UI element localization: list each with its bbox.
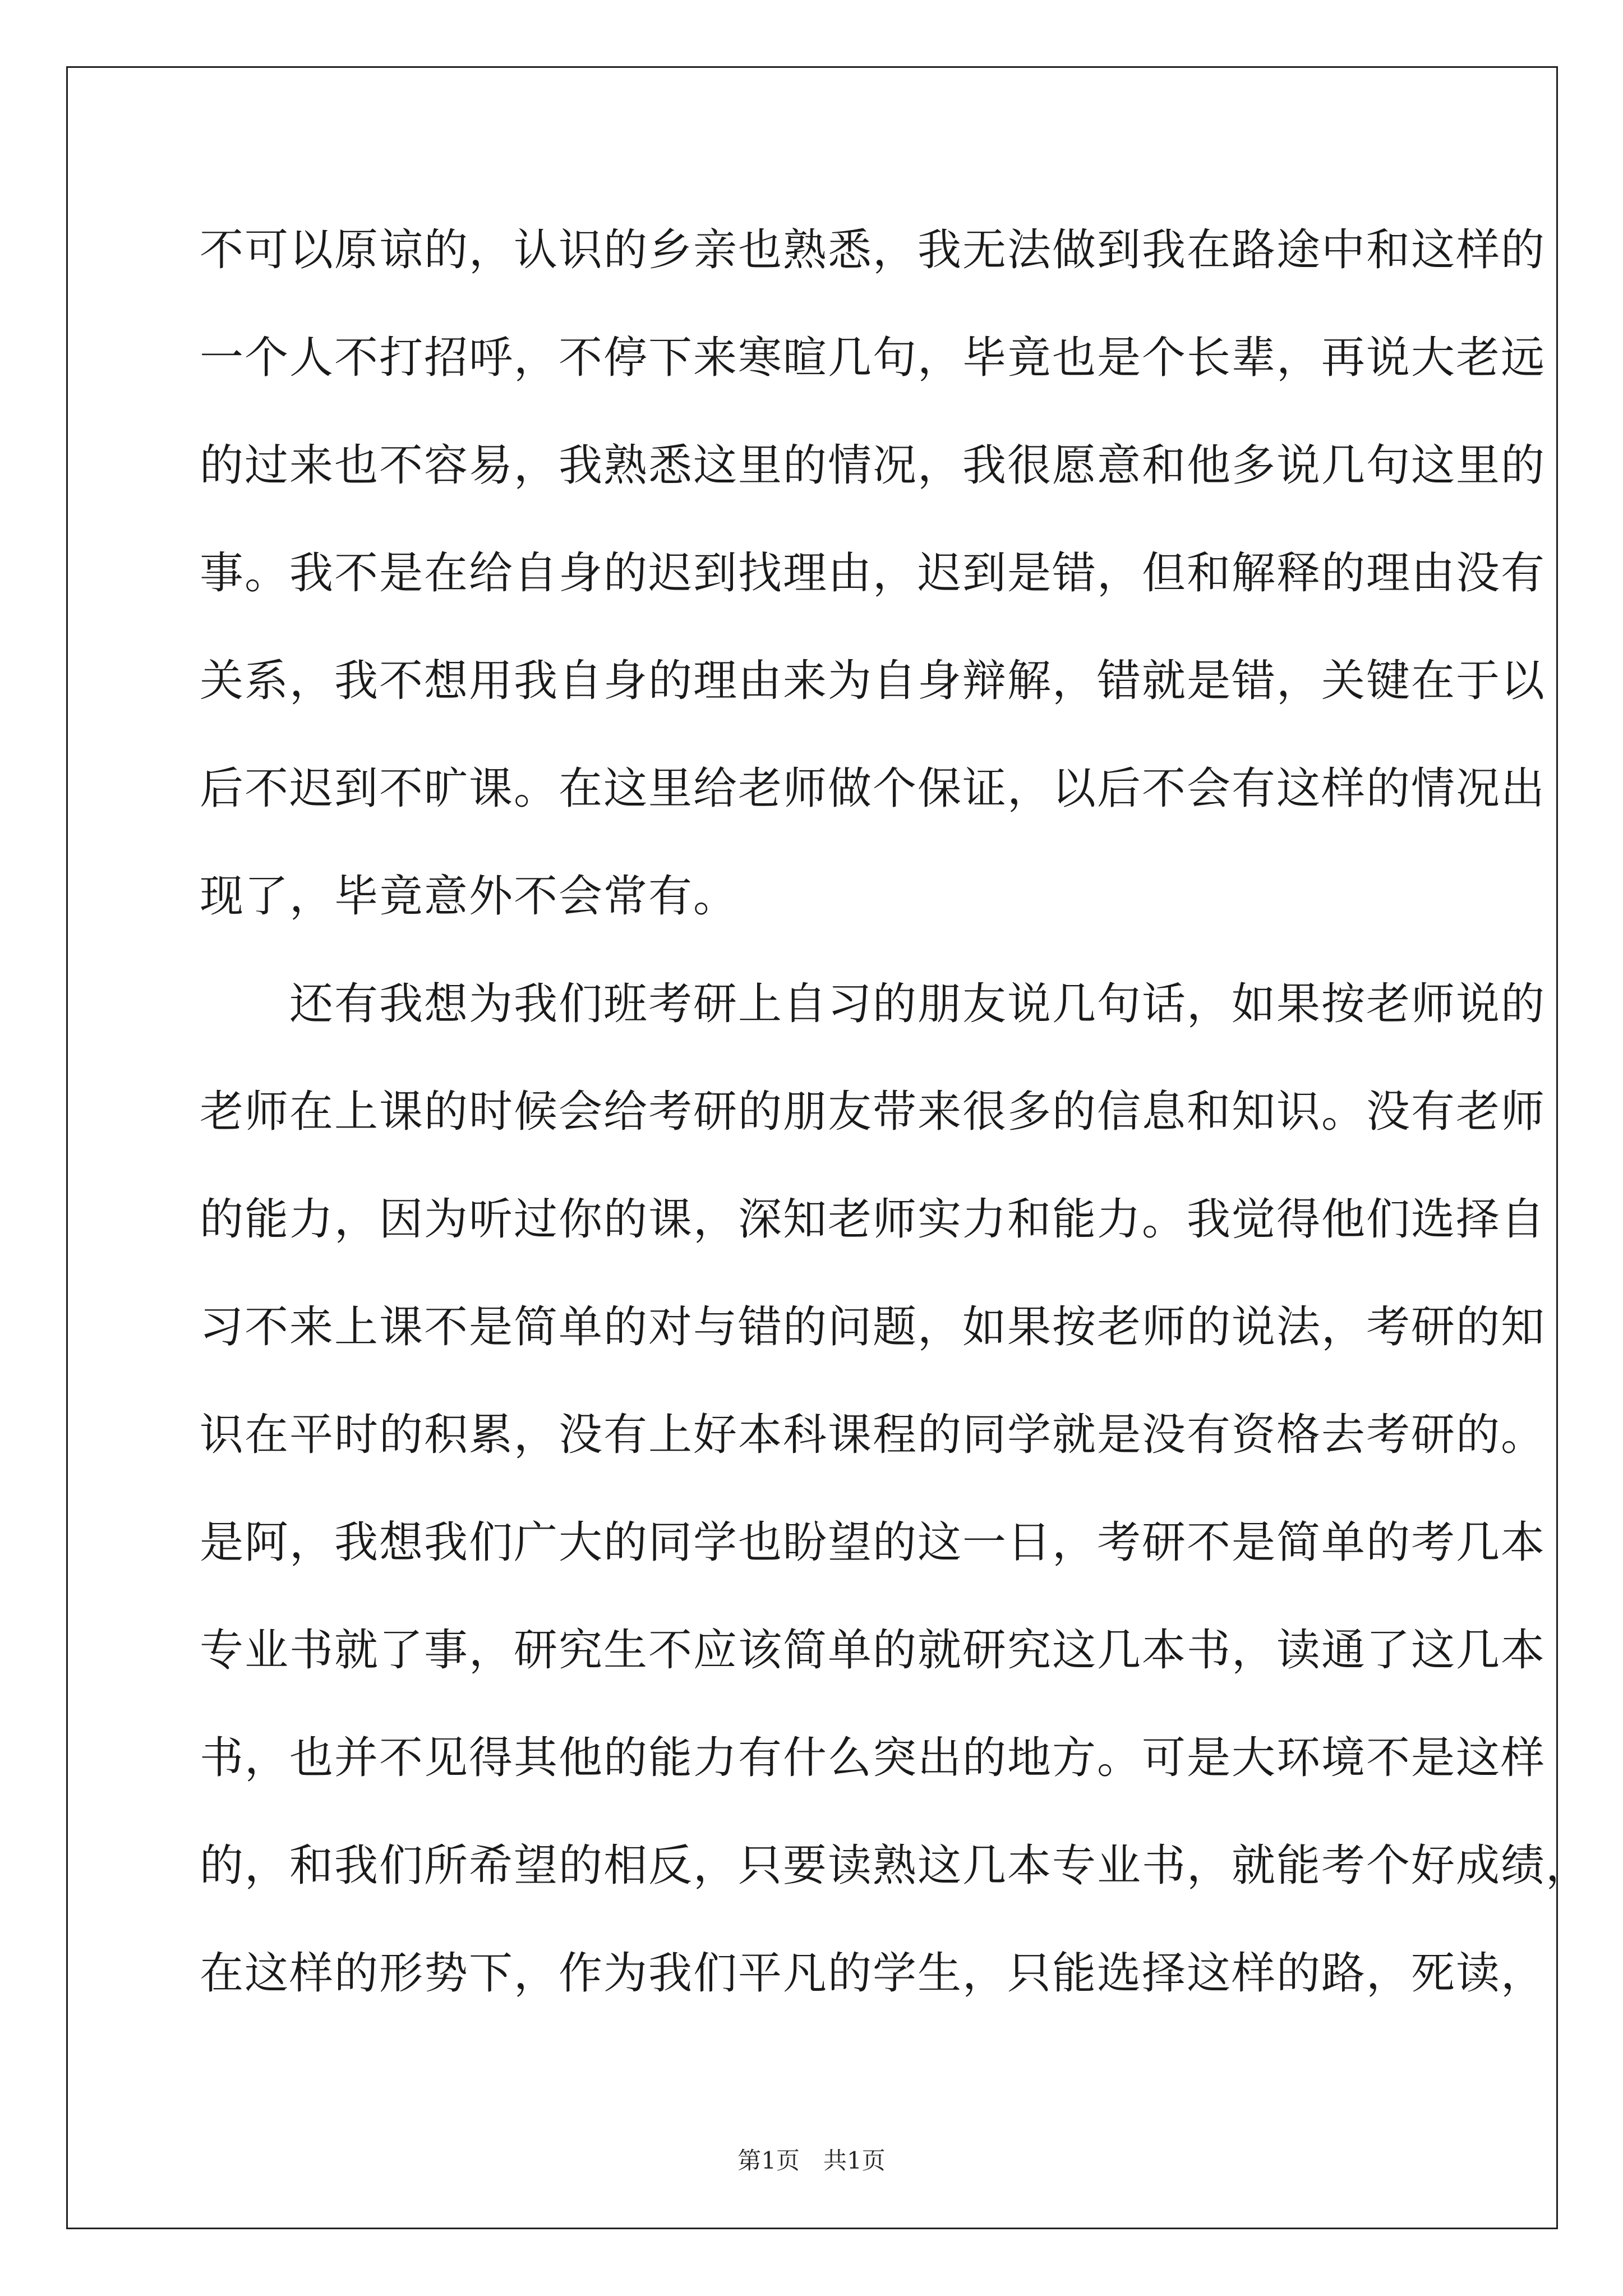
text-line: 专业书就了事，研究生不应该简单的就研究这几本书，读通了这几本 [200, 1625, 1546, 1676]
text-line: 识在平时的积累，没有上好本科课程的同学就是没有资格去考研的。 [200, 1410, 1546, 1460]
page-footer [0, 2144, 1623, 2178]
text-line: 是阿，我想我们广大的同学也盼望的这一日，考研不是简单的考几本 [200, 1517, 1546, 1568]
text-line: 书，也并不见得其他的能力有什么突出的地方。可是大环境不是这样 [200, 1733, 1546, 1783]
document-body [200, 211, 1591, 2042]
text-line: 不可以原谅的，认识的乡亲也熟悉，我无法做到我在路途中和这样的 [200, 225, 1546, 275]
text-line: 在这样的形势下，作为我们平凡的学生，只能选择这样的路，死读， [200, 1948, 1546, 1999]
page-number: 第1页 共1页 [737, 2147, 886, 2174]
text-line: 现了，毕竟意外不会常有。 [200, 871, 739, 922]
text-line: 老师在上课的时候会给考研的朋友带来很多的信息和知识。没有老师 [200, 1087, 1546, 1137]
text-line: 的，和我们所希望的相反，只要读熟这几本专业书，就能考个好成绩， [200, 1841, 1591, 1891]
text-line: 的能力，因为听过你的课，深知老师实力和能力。我觉得他们选择自 [200, 1194, 1546, 1245]
text-line: 一个人不打招呼，不停下来寒暄几句，毕竟也是个长辈，再说大老远 [200, 333, 1546, 383]
text-line: 后不迟到不旷课。在这里给老师做个保证，以后不会有这样的情况出 [200, 763, 1546, 814]
text-line: 还有我想为我们班考研上自习的朋友说几句话，如果按老师说的 [200, 979, 1546, 1029]
text-line: 关系，我不想用我自身的理由来为自身辩解，错就是错，关键在于以 [200, 656, 1546, 706]
text-line: 习不来上课不是简单的对与错的问题，如果按老师的说法，考研的知 [200, 1302, 1546, 1352]
text-line: 事。我不是在给自身的迟到找理由，迟到是错，但和解释的理由没有 [200, 548, 1546, 599]
text-line: 的过来也不容易，我熟悉这里的情况，我很愿意和他多说几句这里的 [200, 440, 1546, 491]
